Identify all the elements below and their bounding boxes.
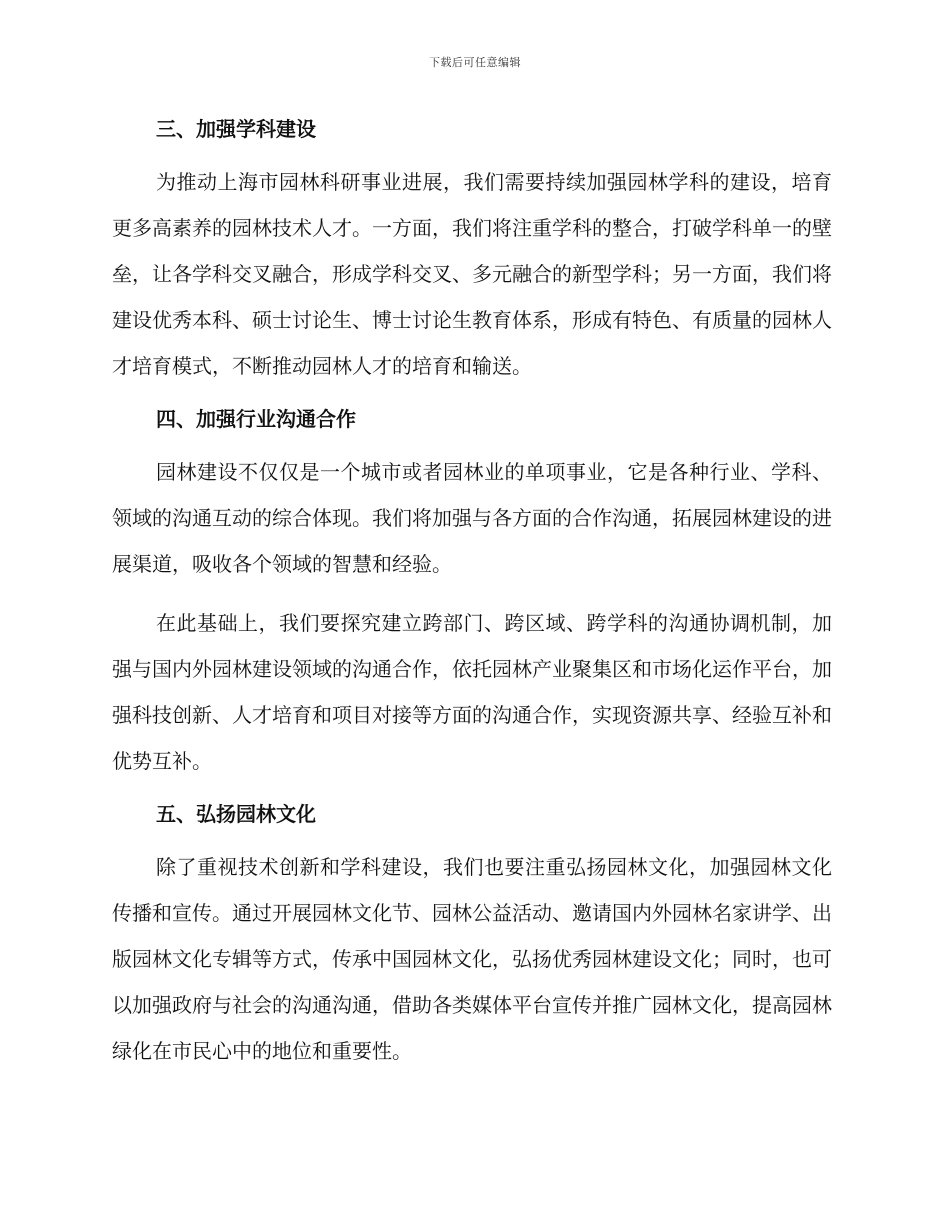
paragraph: 在此基础上，我们要探究建立跨部门、跨区域、跨学科的沟通协调机制，加强与国内外园林建设领域的沟通合作，依托园林产业聚集区和市场化运作平台，加强科技创新、人才培育和项目对接等方面的沟通合作，实现资源共享、经验互补和优势互补。 — [112, 611, 832, 773]
section-heading: 五、弘扬园林文化 — [156, 802, 316, 826]
document-body — [112, 112, 832, 1074]
paragraph: 园林建设不仅仅是一个城市或者园林业的单项事业，它是各种行业、学科、领域的沟通互动的综合体现。我们将加强与各方面的合作沟通，拓展园林建设的进展渠道，吸收各个领域的智慧和经验。 — [112, 460, 832, 576]
paragraph: 除了重视技术创新和学科建设，我们也要注重弘扬园林文化，加强园林文化传播和宣传。通过开展园林文化节、园林公益活动、邀请国内外园林名家讲学、出版园林文化专辑等方式，传承中国园林文化，弘扬优秀园林建设文化；同时，也可以加强政府与社会的沟通沟通，借助各类媒体平台宣传并推广园林文化，提高园林绿化在市民心中的地位和重要性。 — [112, 855, 832, 1063]
section-heading: 三、加强学科建设 — [156, 117, 316, 141]
paragraph: 为推动上海市园林科研事业进展，我们需要持续加强园林学科的建设，培育更多高素养的园林技术人才。一方面，我们将注重学科的整合，打破学科单一的壁垒，让各学科交叉融合，形成学科交叉、多元融合的新型学科；另一方面，我们将建设优秀本科、硕士讨论生、博士讨论生教育体系，形成有特色、有质量的园林人才培育模式，不断推动园林人才的培育和输送。 — [112, 170, 832, 378]
page-header: 下载后可任意编辑 — [429, 56, 521, 69]
section-heading: 四、加强行业沟通合作 — [156, 407, 356, 431]
